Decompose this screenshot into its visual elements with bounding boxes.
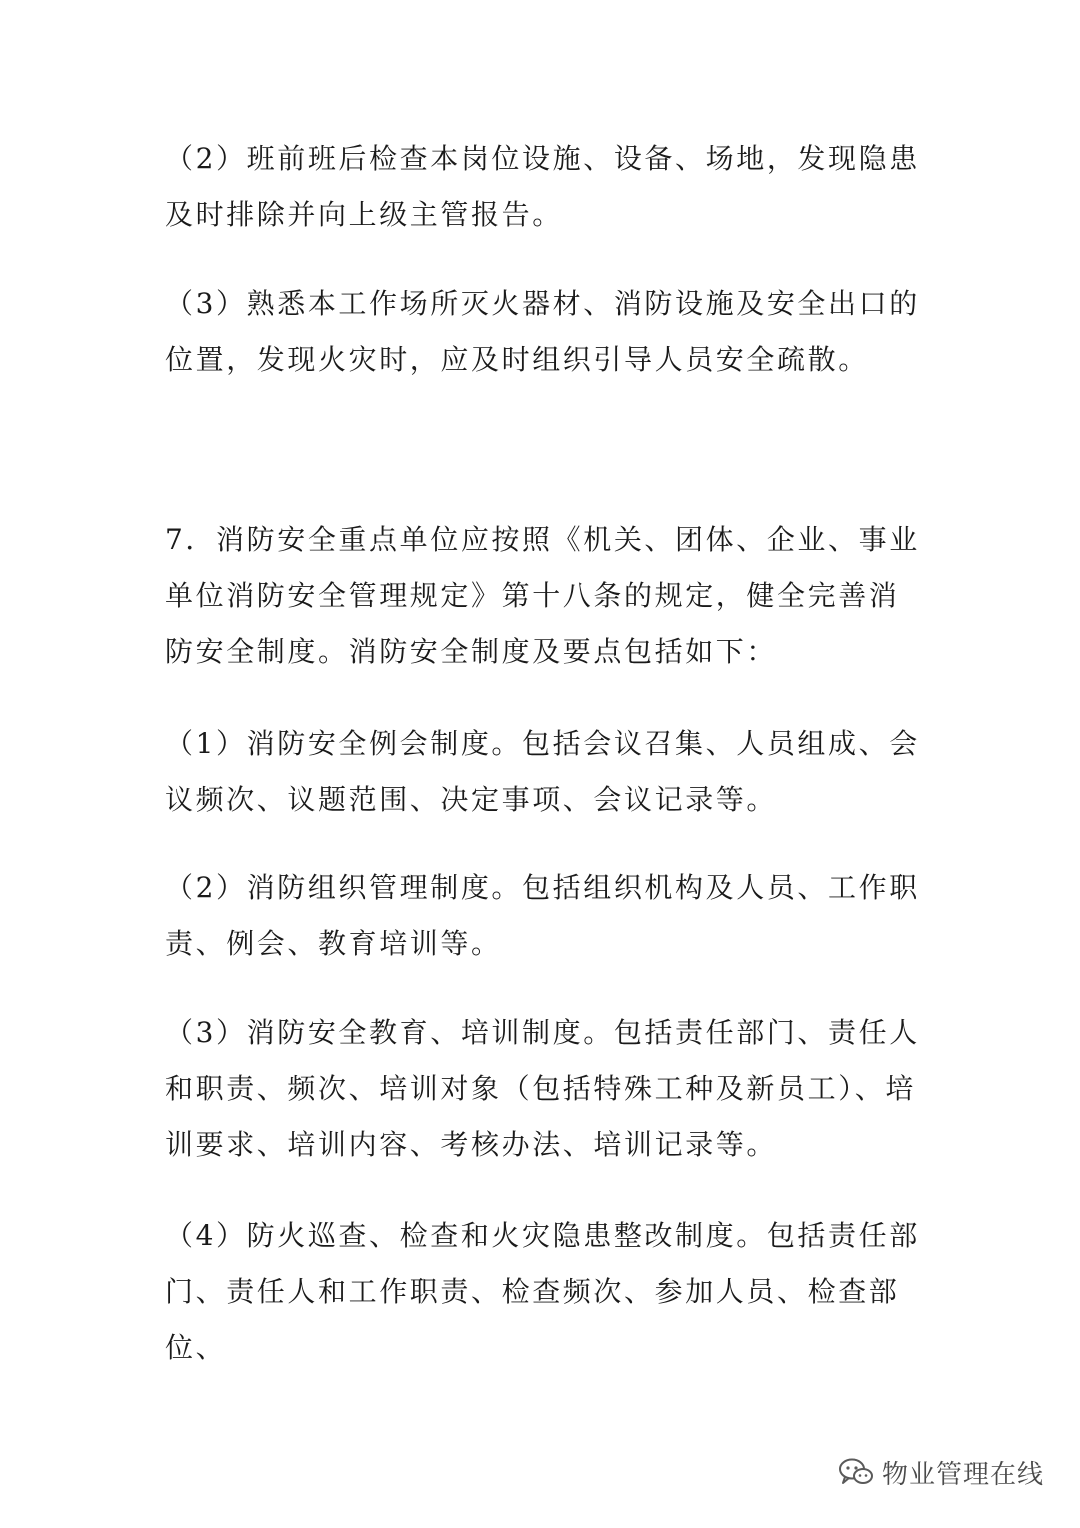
wechat-icon [838,1457,874,1487]
paragraph-item-2: （2）班前班后检查本岗位设施、设备、场地，发现隐患及时排除并向上级主管报告。 [165,142,920,231]
paragraph-item-1-meeting: （1）消防安全例会制度。包括会议召集、人员组成、会议频次、议题范围、决定事项、会议记录等。 [165,727,920,816]
paragraph-item-2-organization: （2）消防组织管理制度。包括组织机构及人员、工作职责、例会、教育培训等。 [165,871,920,960]
paragraph-item-3-education: （3）消防安全教育、培训制度。包括责任部门、责任人和职责、频次、培训对象（包括特殊工种及新员工）、培训要求、培训内容、考核办法、培训记录等。 [165,1016,920,1161]
watermark [838,1452,1044,1492]
watermark-text: 物业管理在线 [881,1459,1044,1490]
paragraph-section-7: 7．消防安全重点单位应按照《机关、团体、企业、事业单位消防安全管理规定》第十八条的规定，健全完善消防安全制度。消防安全制度及要点包括如下： [165,523,920,668]
paragraph-item-3: （3）熟悉本工作场所灭火器材、消防设施及安全出口的位置，发现火灾时，应及时组织引导人员安全疏散。 [165,287,920,376]
paragraph-item-4-inspection: （4）防火巡查、检查和火灾隐患整改制度。包括责任部门、责任人和工作职责、检查频次、参加人员、检查部位、 [165,1219,920,1364]
